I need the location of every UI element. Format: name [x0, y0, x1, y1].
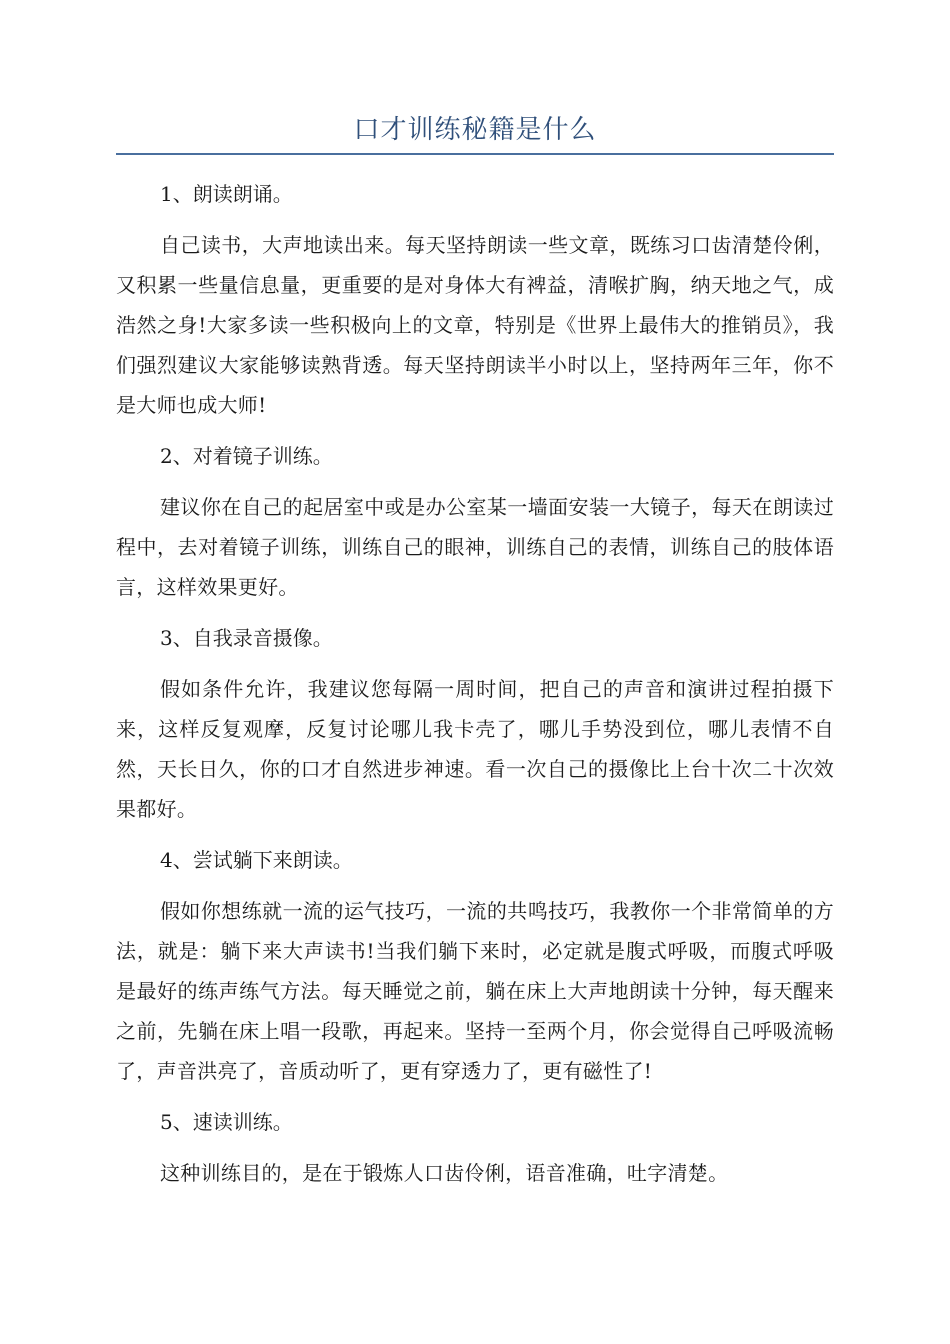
section-paragraph: 假如你想练就一流的运气技巧，一流的共鸣技巧，我教你一个非常简单的方法，就是：躺下来大声读书!当我们躺下来时，必定就是腹式呼吸，而腹式呼吸是最好的练声练气方法。每天睡觉之前，躺在床上大声地朗读十分钟，每天醒来之前，先躺在床上唱一段歌，再起来。坚持一至两个月，你会觉得自己呼吸流畅了，声音洪亮了，音质动听了，更有穿透力了，更有磁性了!: [116, 899, 834, 1083]
section-heading: 3、自我录音摄像。: [160, 626, 333, 650]
section-paragraph: 假如条件允许，我建议您每隔一周时间，把自己的声音和演讲过程拍摄下来，这样反复观摩，反复讨论哪儿我卡壳了，哪儿手势没到位，哪儿表情不自然，天长日久，你的口才自然进步神速。看一次自己的摄像比上台十次二十次效果都好。: [116, 677, 834, 821]
section-paragraph: 建议你在自己的起居室中或是办公室某一墙面安装一大镜子，每天在朗读过程中，去对着镜子训练，训练自己的眼神，训练自己的表情，训练自己的肢体语言，这样效果更好。: [116, 495, 834, 599]
section-paragraph: 自己读书，大声地读出来。每天坚持朗读一些文章，既练习口齿清楚伶俐，又积累一些量信息量，更重要的是对身体大有裨益，清喉扩胸，纳天地之气，成浩然之身!大家多读一些积极向上的文章，特别是《世界上最伟大的推销员》，我们强烈建议大家能够读熟背透。每天坚持朗读半小时以上，坚持两年三年，你不是大师也成大师!: [116, 233, 834, 417]
section-paragraph: 这种训练目的，是在于锻炼人口齿伶俐，语音准确，吐字清楚。: [160, 1161, 729, 1185]
page-title: 口才训练秘籍是什么: [353, 115, 597, 145]
title-underline: [116, 153, 834, 155]
section-heading: 1、朗读朗诵。: [160, 182, 293, 206]
section-heading: 2、对着镜子训练。: [160, 444, 333, 468]
section-heading: 4、尝试躺下来朗读。: [160, 848, 353, 872]
section-heading: 5、速读训练。: [160, 1110, 293, 1134]
document-body: [116, 174, 834, 1204]
